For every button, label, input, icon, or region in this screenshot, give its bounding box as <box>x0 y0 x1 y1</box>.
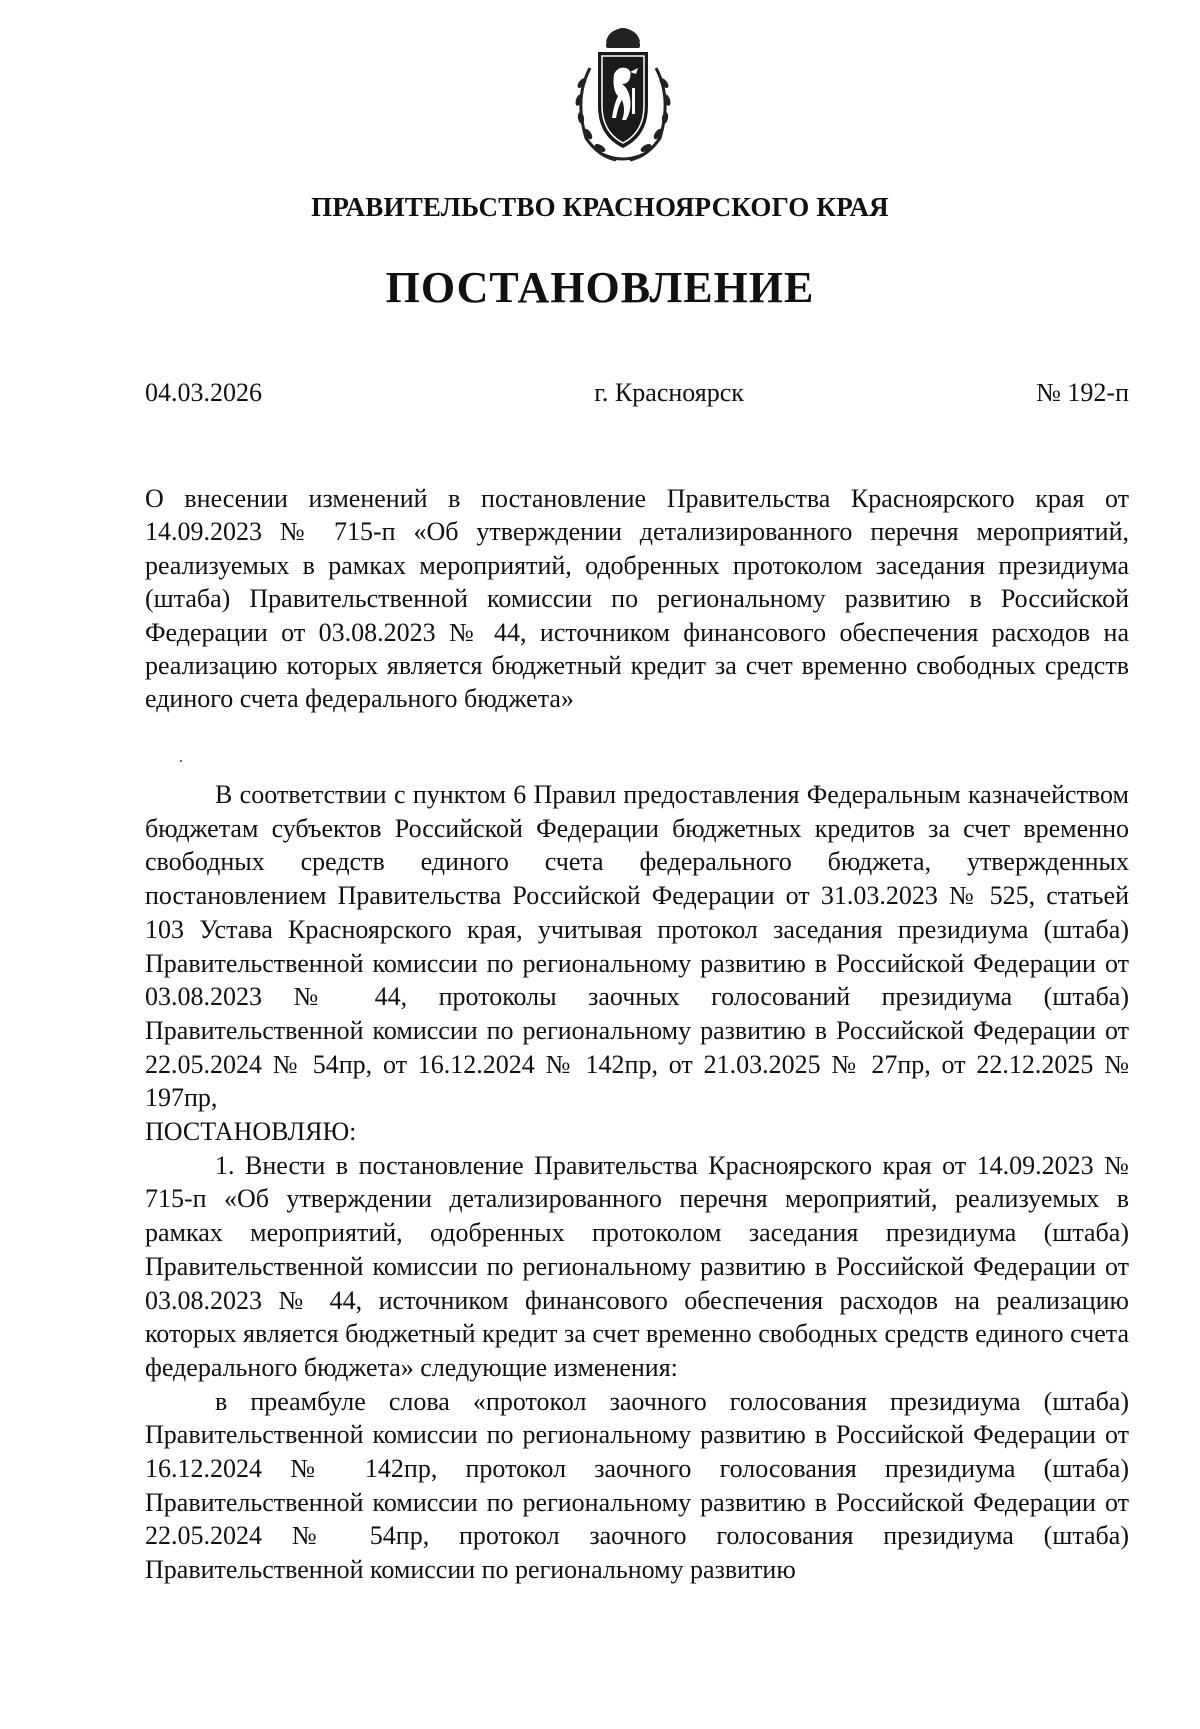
preamble-text: В соответствии с пунктом 6 Правил предоставления Федеральным казначейством бюджетам субъектов Российской Федерации бюджетных кредитов за счет временно свободных средств единого счета федерального бюджета, утвержденных постановлением Правительства Российской Федерации от 31.03.2023 № 525, статьей 103 Устава Красноярского края, учитывая протокол заседания президиума (штаба) Правительственной комиссии по региональному развитию в Российской Федерации от 03.08.2023 № 44, протоколы заочных голосований президиума (штаба) Правительственной комиссии по региональному развитию в Российской Федерации от 22.05.2024 № 54пр, от 16.12.2024 № 142пр, от 21.03.2025 № 27пр, от 22.12.2025 № 197пр, <box>145 780 1129 1113</box>
document-city: г. Красноярск <box>594 378 744 407</box>
preamble-paragraph <box>145 778 1129 1149</box>
item-1-paragraph: 1. Внести в постановление Правительства Красноярского края от 14.09.2023 № 715-п «Об утверждении детализированного перечня мероприятий, реализуемых в рамках мероприятий, одобренных протоколом заседания президиума (штаба) Правительственной комиссии по региональному развитию в Российской Федерации от 03.08.2023 № 44, источником финансового обеспечения расходов на реализацию которых является бюджетный кредит за счет временно свободных средств единого счета федерального бюджета» следующие изменения: <box>145 1150 1129 1382</box>
item-1-change-paragraph: в преамбуле слова «протокол заочного голосования президиума (штаба) Правительственной комиссии по региональному развитию в Российской Федерации от 16.12.2024 № 142пр, протокол заочного голосования президиума (штаба) Правительственной комиссии по региональному развитию в Российской Федерации от 22.05.2024 № 54пр, протокол заочного голосования президиума (штаба) Правительственной комиссии по региональному развитию <box>145 1386 1129 1585</box>
document-type: ПОСТАНОВЛЕНИЕ <box>385 263 815 312</box>
government-title: ПРАВИТЕЛЬСТВО КРАСНОЯРСКОГО КРАЯ <box>311 192 889 222</box>
decree-word: ПОСТАНОВЛЯЮ: <box>145 1117 357 1147</box>
document-subject: О внесении изменений в постановление Правительства Красноярского края от 14.09.2023 № 715-п «Об утверждении детализированного перечня мероприятий, реализуемых в рамках мероприятий, одобренных протоколом заседания президиума (штаба) Правительственной комиссии по региональному развитию в Российской Федерации от 03.08.2023 № 44, источником финансового обеспечения расходов на реализацию которых является бюджетный кредит за счет временно свободных средств единого счета федерального бюджета» <box>145 484 1129 714</box>
scan-dot <box>180 760 182 762</box>
document-number: № 192-п <box>1036 378 1129 407</box>
document-meta <box>145 378 1129 408</box>
document-date: 04.03.2026 <box>145 378 262 407</box>
document-body <box>145 778 1129 1587</box>
coat-of-arms-icon <box>568 28 678 166</box>
